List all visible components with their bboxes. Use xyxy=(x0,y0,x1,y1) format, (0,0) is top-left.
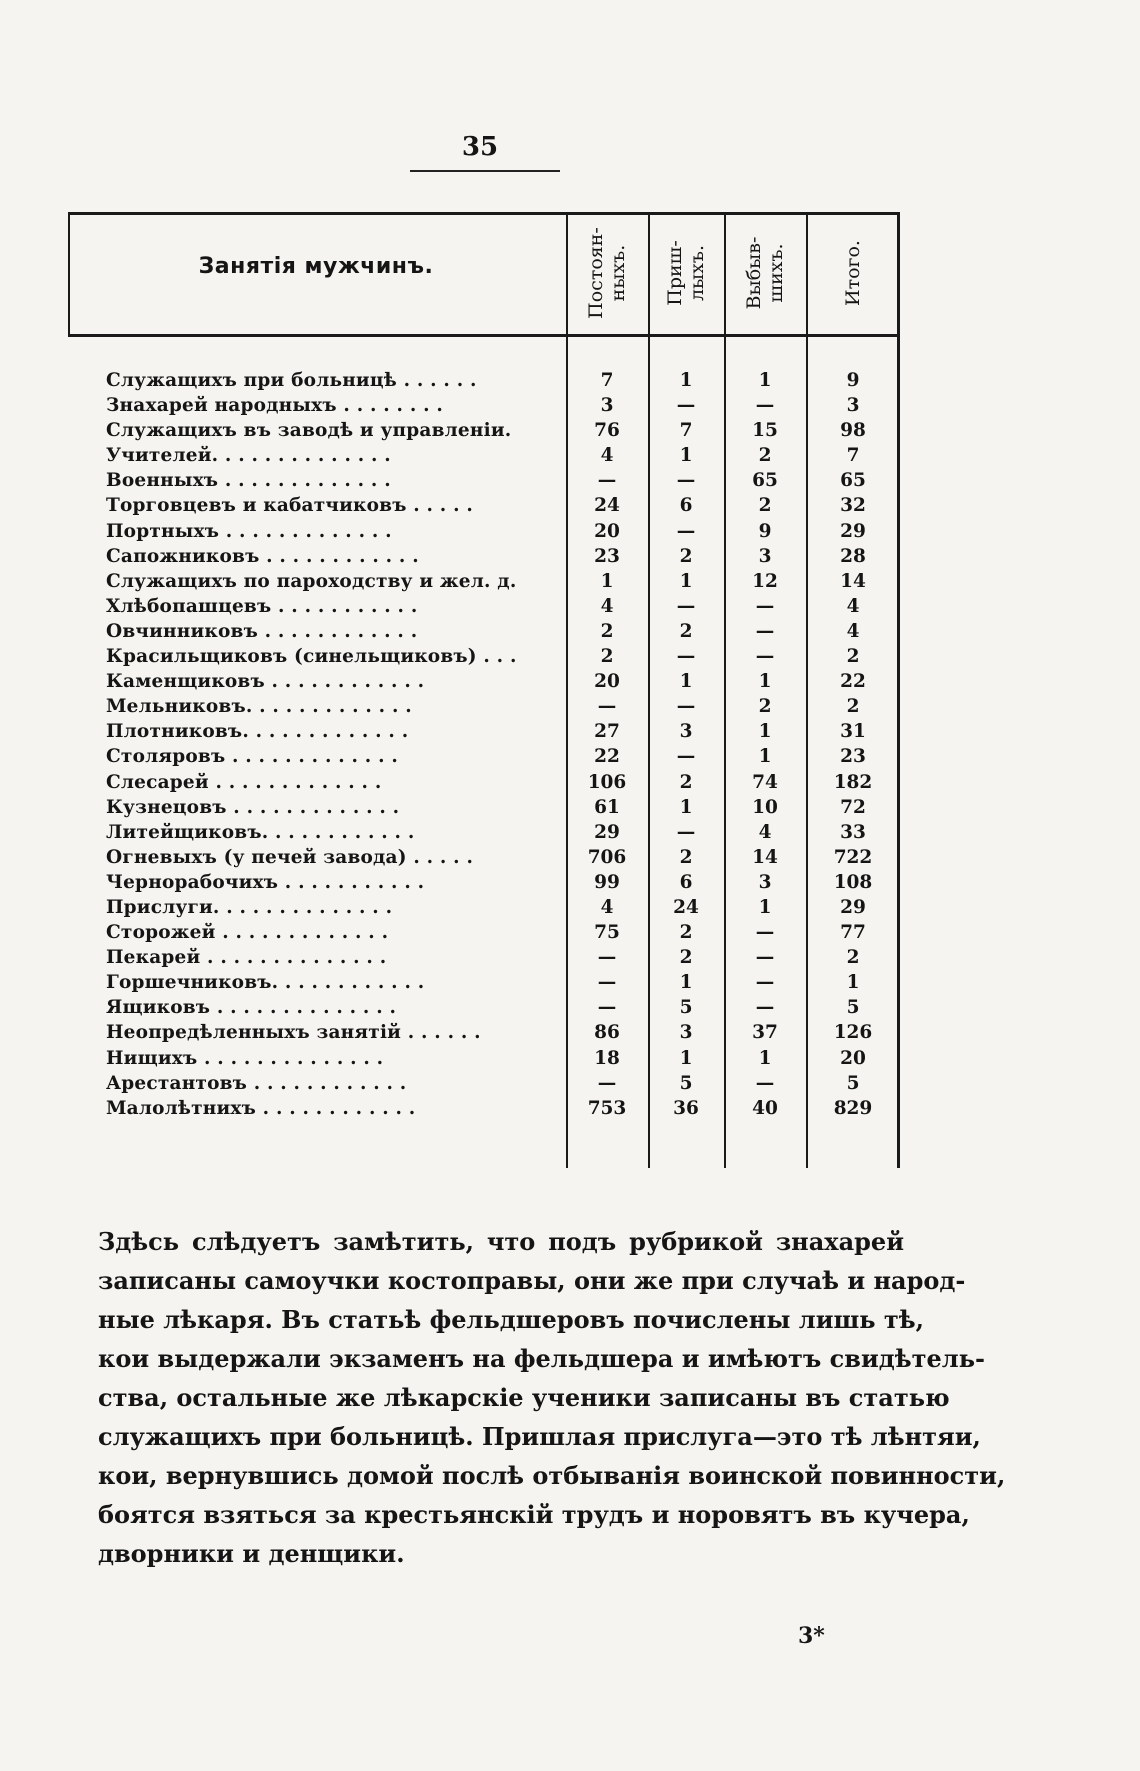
row-value: 20 xyxy=(594,671,620,693)
row-value: — xyxy=(755,947,775,969)
row-value: 61 xyxy=(594,796,620,818)
table-row xyxy=(68,870,900,895)
row-label: Служащихъ по пароходству и жел. д. xyxy=(106,570,517,592)
signature-mark: 3* xyxy=(798,1623,825,1649)
row-value: 20 xyxy=(594,520,620,542)
row-value: — xyxy=(676,746,696,768)
row-label: Кузнецовъ . . . . . . . . . . . . . xyxy=(106,796,400,818)
table-header-border xyxy=(68,334,900,337)
row-value: 86 xyxy=(594,1022,620,1044)
row-label: Знахарей народныхъ . . . . . . . . xyxy=(106,395,444,417)
table-row xyxy=(68,719,900,744)
row-value: — xyxy=(755,395,775,417)
row-label: Каменщиковъ . . . . . . . . . . . . xyxy=(106,671,425,693)
occupations-table xyxy=(68,212,900,1168)
row-label: Литейщиковъ. . . . . . . . . . . . xyxy=(106,821,415,843)
row-value: 1 xyxy=(679,445,693,467)
row-value: 5 xyxy=(679,997,693,1019)
table-body xyxy=(68,368,900,1121)
row-value: 1 xyxy=(846,972,860,994)
row-label: Военныхъ . . . . . . . . . . . . . xyxy=(106,470,391,492)
paragraph-line: дворники и денщики. xyxy=(98,1539,405,1568)
row-value: — xyxy=(676,696,696,718)
column-header-permanent xyxy=(566,212,648,334)
row-value: 24 xyxy=(673,896,699,918)
row-value: 706 xyxy=(587,846,627,868)
table-row xyxy=(68,493,900,518)
row-label: Нищихъ . . . . . . . . . . . . . . xyxy=(106,1047,384,1069)
row-label: Неопредѣленныхъ занятій . . . . . . xyxy=(106,1022,481,1044)
row-value: 1 xyxy=(758,671,772,693)
table-row xyxy=(68,418,900,443)
row-value: 1 xyxy=(679,1047,693,1069)
row-label: Столяровъ . . . . . . . . . . . . . xyxy=(106,746,399,768)
row-value: 65 xyxy=(752,470,778,492)
row-value: 24 xyxy=(594,495,620,517)
row-value: 7 xyxy=(600,370,614,391)
row-value: 75 xyxy=(594,922,620,944)
row-value: 98 xyxy=(840,420,866,442)
row-label: Красильщиковъ (синельщиковъ) . . . xyxy=(106,646,517,668)
paragraph-line: служащихъ при больницѣ. Пришлая прислуга—это тѣ лѣнтяи, xyxy=(98,1422,981,1451)
row-value: 1 xyxy=(679,972,693,994)
row-value: 1 xyxy=(758,370,772,391)
row-value: 3 xyxy=(758,871,772,893)
row-value: 1 xyxy=(679,570,693,592)
paragraph-line: ные лѣкаря. Въ статьѣ фельдшеровъ почислены лишь тѣ, xyxy=(98,1305,925,1334)
row-value: 753 xyxy=(587,1097,627,1119)
table-row xyxy=(68,995,900,1020)
row-label: Учителей. . . . . . . . . . . . . . xyxy=(106,445,391,467)
row-value: 126 xyxy=(833,1022,873,1044)
row-label: Прислуги. . . . . . . . . . . . . . xyxy=(106,896,393,918)
table-row xyxy=(68,393,900,418)
row-value: 9 xyxy=(758,520,772,542)
table-row xyxy=(68,970,900,995)
row-label: Пекарей . . . . . . . . . . . . . . xyxy=(106,947,387,969)
row-value: 1 xyxy=(758,746,772,768)
row-label: Слесарей . . . . . . . . . . . . . xyxy=(106,771,382,793)
row-value: 182 xyxy=(833,771,873,793)
row-value: — xyxy=(676,595,696,617)
row-label: Торговцевъ и кабатчиковъ . . . . . xyxy=(106,495,474,517)
row-value: 2 xyxy=(600,646,614,668)
row-value: 4 xyxy=(600,896,614,918)
row-value: 2 xyxy=(758,445,772,467)
row-label: Сапожниковъ . . . . . . . . . . . . xyxy=(106,545,419,567)
table-row xyxy=(68,744,900,769)
row-value: — xyxy=(755,1072,775,1094)
row-value: — xyxy=(676,470,696,492)
row-value: — xyxy=(755,997,775,1019)
row-value: 3 xyxy=(758,545,772,567)
table-row xyxy=(68,945,900,970)
row-value: 14 xyxy=(752,846,778,868)
paragraph-line: боятся взяться за крестьянскій трудъ и норовятъ въ кучера, xyxy=(98,1500,970,1529)
row-value: 5 xyxy=(846,1072,860,1094)
row-value: 5 xyxy=(679,1072,693,1094)
row-value: 1 xyxy=(679,370,693,391)
row-value: — xyxy=(597,947,617,969)
row-value: 1 xyxy=(758,721,772,743)
row-value: 33 xyxy=(840,821,866,843)
table-row xyxy=(68,619,900,644)
row-value: 2 xyxy=(679,620,693,642)
row-label: Чернорабочихъ . . . . . . . . . . . xyxy=(106,871,425,893)
row-value: 37 xyxy=(752,1022,778,1044)
table-row xyxy=(68,795,900,820)
paragraph-line: записаны самоучки костоправы, они же при случаѣ и народ- xyxy=(98,1266,966,1295)
row-label: Огневыхъ (у печей завода) . . . . . xyxy=(106,846,474,868)
row-value: 4 xyxy=(600,445,614,467)
row-label: Мельниковъ. . . . . . . . . . . . . xyxy=(106,696,412,718)
row-value: 14 xyxy=(840,570,866,592)
row-value: 4 xyxy=(758,821,772,843)
row-value: 7 xyxy=(679,420,693,442)
row-value: 29 xyxy=(840,520,866,542)
column-header-total xyxy=(806,212,900,334)
row-value: 10 xyxy=(752,796,778,818)
row-value: 7 xyxy=(846,445,860,467)
paragraph-line: ства, остальные же лѣкарскіе ученики записаны въ статью xyxy=(98,1383,950,1412)
table-row xyxy=(68,694,900,719)
row-value: 2 xyxy=(600,620,614,642)
row-value: 77 xyxy=(840,922,866,944)
page-number: 35 xyxy=(461,132,499,162)
table-row xyxy=(68,1071,900,1096)
row-value: 2 xyxy=(846,696,860,718)
table-row xyxy=(68,594,900,619)
row-value: 2 xyxy=(846,646,860,668)
column-header-arrived xyxy=(648,212,724,334)
row-value: 12 xyxy=(752,570,778,592)
row-value: 3 xyxy=(846,395,860,417)
table-title: Занятія мужчинъ. xyxy=(198,254,434,279)
row-value: 2 xyxy=(679,922,693,944)
table-row xyxy=(68,1020,900,1045)
row-value: 1 xyxy=(600,570,614,592)
row-label: Служащихъ въ заводѣ и управленіи. xyxy=(106,420,512,442)
row-value: 1 xyxy=(679,796,693,818)
page-number-rule xyxy=(410,170,560,172)
row-value: 31 xyxy=(840,721,866,743)
row-value: 29 xyxy=(840,896,866,918)
row-value: — xyxy=(755,922,775,944)
row-value: 72 xyxy=(840,796,866,818)
row-label: Хлѣбопашцевъ . . . . . . . . . . . xyxy=(106,595,418,617)
row-value: 2 xyxy=(679,771,693,793)
row-value: 2 xyxy=(846,947,860,969)
table-row xyxy=(68,368,900,393)
table-row xyxy=(68,1096,900,1121)
row-value: 2 xyxy=(679,846,693,868)
row-value: 3 xyxy=(679,721,693,743)
row-label: Сторожей . . . . . . . . . . . . . xyxy=(106,922,389,944)
row-value: 32 xyxy=(840,495,866,517)
row-value: — xyxy=(597,1072,617,1094)
table-row xyxy=(68,644,900,669)
row-value: 2 xyxy=(679,947,693,969)
column-header-label: Приш- лыхъ. xyxy=(664,240,708,306)
table-row xyxy=(68,920,900,945)
row-value: — xyxy=(597,696,617,718)
table-row xyxy=(68,820,900,845)
table-row xyxy=(68,1046,900,1071)
row-label: Малолѣтнихъ . . . . . . . . . . . . xyxy=(106,1097,416,1119)
row-value: 76 xyxy=(594,420,620,442)
row-value: 3 xyxy=(679,1022,693,1044)
row-value: 20 xyxy=(840,1047,866,1069)
body-paragraph xyxy=(98,1222,1006,1573)
table-row xyxy=(68,544,900,569)
table-row xyxy=(68,519,900,544)
row-value: — xyxy=(755,620,775,642)
row-value: — xyxy=(597,972,617,994)
row-value: — xyxy=(676,395,696,417)
table-row xyxy=(68,468,900,493)
table-row xyxy=(68,669,900,694)
row-value: 65 xyxy=(840,470,866,492)
row-label: Плотниковъ. . . . . . . . . . . . . xyxy=(106,721,409,743)
row-value: — xyxy=(676,646,696,668)
row-value: 27 xyxy=(594,721,620,743)
row-value: 2 xyxy=(679,545,693,567)
row-value: 23 xyxy=(840,746,866,768)
paragraph-line: кои выдержали экзаменъ на фельдшера и имѣютъ свидѣтель- xyxy=(98,1344,985,1373)
row-value: 2 xyxy=(758,495,772,517)
row-value: — xyxy=(755,595,775,617)
paragraph-line: Здѣсь слѣдуетъ замѣтить, что подъ рубрикой знахарей xyxy=(98,1227,904,1256)
row-label: Горшечниковъ. . . . . . . . . . . . xyxy=(106,972,425,994)
row-value: 106 xyxy=(587,771,627,793)
row-value: 6 xyxy=(679,871,693,893)
row-value: 22 xyxy=(594,746,620,768)
row-value: 4 xyxy=(600,595,614,617)
column-header-departed xyxy=(724,212,806,334)
row-value: 23 xyxy=(594,545,620,567)
row-label: Служащихъ при больницѣ . . . . . . xyxy=(106,370,477,391)
row-value: 4 xyxy=(846,595,860,617)
row-value: — xyxy=(676,821,696,843)
row-value: 28 xyxy=(840,545,866,567)
row-value: 15 xyxy=(752,420,778,442)
row-label: Арестантовъ . . . . . . . . . . . . xyxy=(106,1072,407,1094)
row-value: 22 xyxy=(840,671,866,693)
column-header-label: Постоян- ныхъ. xyxy=(585,227,629,319)
paragraph-line: кои, вернувшись домой послѣ отбыванія воинской повинности, xyxy=(98,1461,1006,1490)
row-value: 5 xyxy=(846,997,860,1019)
table-row xyxy=(68,443,900,468)
row-value: 36 xyxy=(673,1097,699,1119)
row-value: 99 xyxy=(594,871,620,893)
row-value: 2 xyxy=(758,696,772,718)
row-label: Овчинниковъ . . . . . . . . . . . . xyxy=(106,620,418,642)
row-value: 1 xyxy=(758,896,772,918)
table-row xyxy=(68,845,900,870)
row-value: 29 xyxy=(594,821,620,843)
column-header-label: Итого. xyxy=(842,240,864,306)
row-value: 9 xyxy=(846,370,860,391)
row-label: Ящиковъ . . . . . . . . . . . . . . xyxy=(106,997,397,1019)
row-value: 40 xyxy=(752,1097,778,1119)
row-value: — xyxy=(597,997,617,1019)
table-row xyxy=(68,569,900,594)
row-value: — xyxy=(755,972,775,994)
table-row xyxy=(68,770,900,795)
row-value: — xyxy=(676,520,696,542)
row-value: 4 xyxy=(846,620,860,642)
row-label: Портныхъ . . . . . . . . . . . . . xyxy=(106,520,392,542)
row-value: 74 xyxy=(752,771,778,793)
row-value: 108 xyxy=(833,871,873,893)
row-value: — xyxy=(597,470,617,492)
row-value: 829 xyxy=(833,1097,873,1119)
column-header-label: Выбыв- шихъ. xyxy=(743,236,787,310)
row-value: 18 xyxy=(594,1047,620,1069)
row-value: 1 xyxy=(679,671,693,693)
table-row xyxy=(68,895,900,920)
row-value: 6 xyxy=(679,495,693,517)
row-value: — xyxy=(755,646,775,668)
row-value: 1 xyxy=(758,1047,772,1069)
row-value: 722 xyxy=(833,846,873,868)
row-value: 3 xyxy=(600,395,614,417)
